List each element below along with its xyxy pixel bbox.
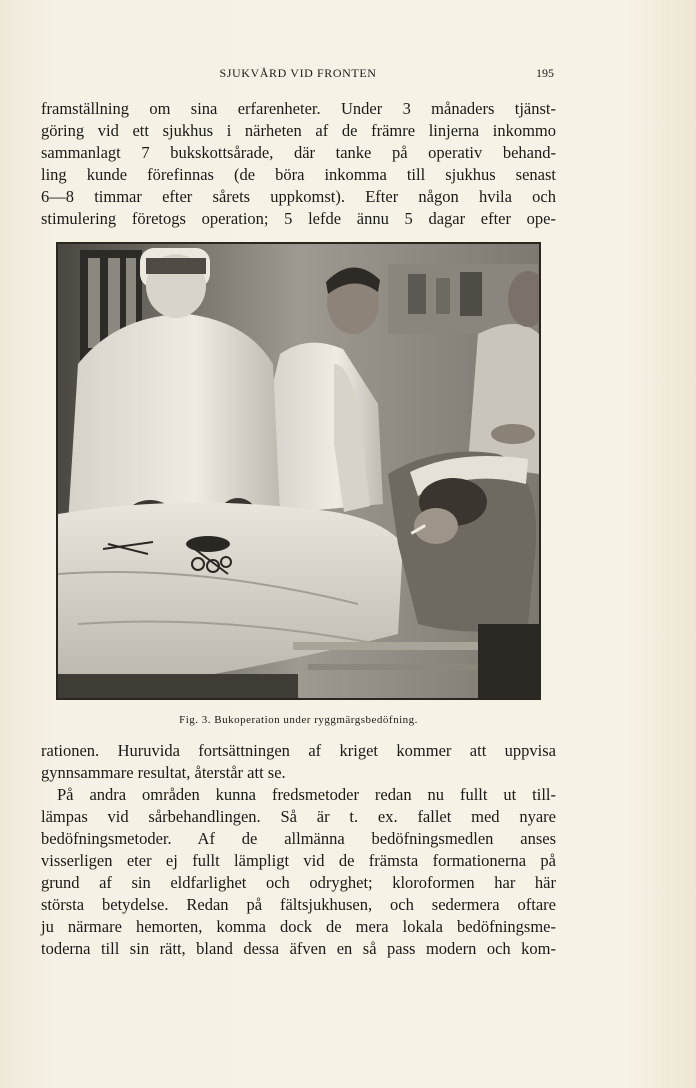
text-line: rationen. Huruvida fortsättningen af kriget kommer att uppvisa <box>41 741 556 760</box>
page-number: 195 <box>536 66 554 80</box>
text-line: 6—8 timmar efter sårets uppkomst). Efter någon hvila och <box>41 187 556 206</box>
text-line: framställning om sina erfarenheter. Under 3 månaders tjänst- <box>41 99 556 118</box>
text-line: ling kunde förefinnas (de böra inkomma till sjukhus senast <box>41 165 556 184</box>
text-line: ju närmare hemorten, komma dock de mera lokala bedöfningsme- <box>41 917 556 936</box>
text-line: På andra områden kunna fredsmetoder redan nu fullt ut till- <box>57 785 556 804</box>
surgery-photograph <box>56 242 541 700</box>
text-line: stimulering företogs operation; 5 lefde ännu 5 dagar efter ope- <box>41 209 556 228</box>
text-line: sammanlagt 7 bukskottsårade, där tanke på operativ behand- <box>41 143 556 162</box>
text-line: göring vid ett sjukhus i närheten af de främre linjerna inkommo <box>41 121 556 140</box>
paragraph-2 <box>41 740 556 960</box>
paragraph-1 <box>41 98 556 230</box>
figure-caption: Fig. 3. Bukoperation under ryggmärgsbedöfning. <box>179 714 418 726</box>
text-line: gynnsammare resultat, återstår att se. <box>41 763 286 782</box>
page-header <box>42 66 554 84</box>
text-line: bedöfningsmetoder. Af de allmänna bedöfningsmedlen anses <box>41 829 556 848</box>
running-head: SJUKVÅRD VID FRONTEN <box>219 66 377 80</box>
text-line: grund af sin eldfarlighet och odryghet; kloroformen har här <box>41 873 556 892</box>
text-line: visserligen eter ej fullt lämpligt vid de främsta formationerna på <box>41 851 556 870</box>
text-line: största betydelse. Redan på fältsjukhusen, och sedermera oftare <box>41 895 556 914</box>
text-line: lämpas vid sårbehandlingen. Så är t. ex. fallet med nyare <box>41 807 556 826</box>
text-line: toderna till sin rätt, bland dessa äfven en så pass modern och kom- <box>41 939 556 958</box>
